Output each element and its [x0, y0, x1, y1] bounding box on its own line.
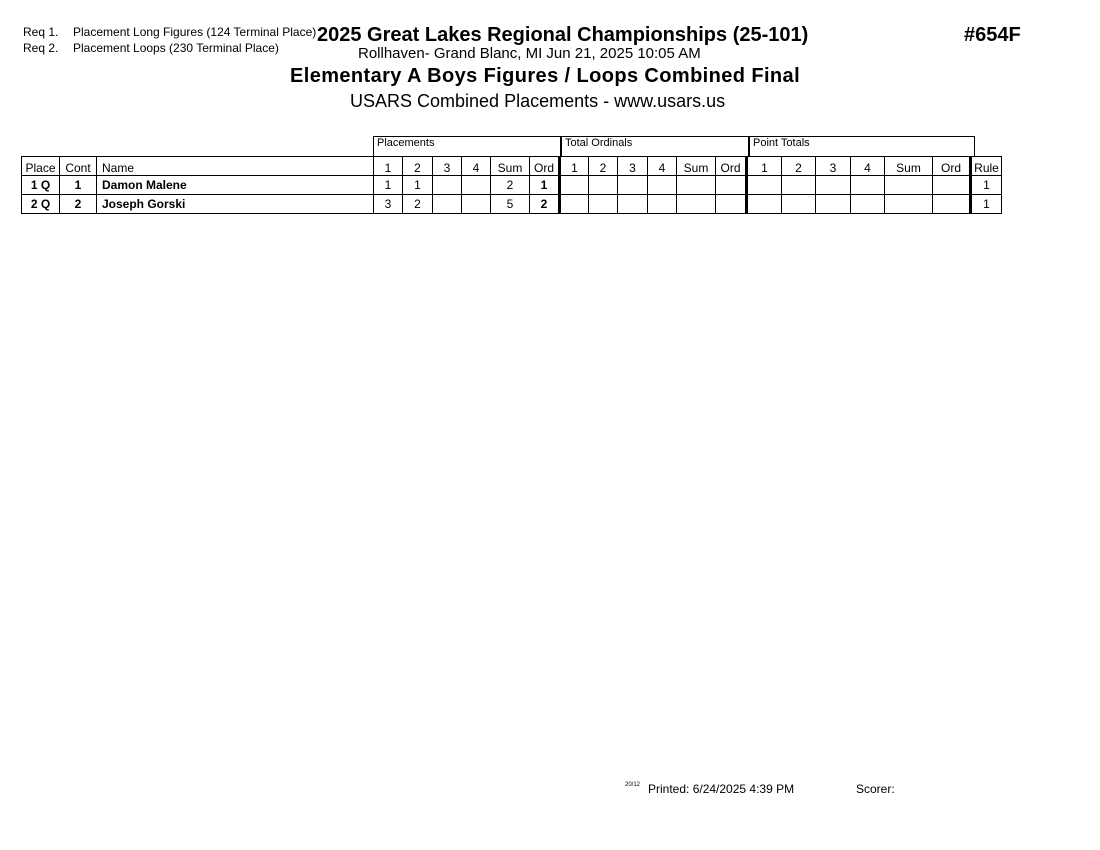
- column-header-points-3: 3: [816, 157, 851, 176]
- placement-2-cell: 1: [403, 176, 433, 195]
- points-ord-cell: [933, 176, 971, 195]
- placements-group-header: Placements: [373, 136, 561, 156]
- points-2-cell: [782, 176, 816, 195]
- points-4-cell: [851, 195, 885, 214]
- placement-sum-cell: 5: [491, 195, 530, 214]
- placement-ord-cell: 2: [530, 195, 560, 214]
- column-header-placement-sum: Sum: [491, 157, 530, 176]
- points-3-cell: [816, 176, 851, 195]
- requirement-2: [23, 41, 279, 55]
- column-header-ordinal-1: 1: [560, 157, 589, 176]
- ordinal-1-cell: [560, 176, 589, 195]
- placement-3-cell: [433, 195, 462, 214]
- column-header-placement-2: 2: [403, 157, 433, 176]
- table-row: [22, 176, 1002, 195]
- cont-cell: 1: [60, 176, 97, 195]
- column-header-ordinal-sum: Sum: [677, 157, 716, 176]
- points-1-cell: [747, 176, 782, 195]
- ordinal-ord-cell: [716, 176, 747, 195]
- ordinal-sum-cell: [677, 195, 716, 214]
- rule-cell: 1: [971, 195, 1002, 214]
- points-ord-cell: [933, 195, 971, 214]
- event-number: #654F: [964, 24, 1021, 46]
- requirement-text: Placement Long Figures (124 Terminal Place): [73, 25, 317, 39]
- column-header-placement-1: 1: [374, 157, 403, 176]
- competition-title: Elementary A Boys Figures / Loops Combined Final: [290, 65, 801, 87]
- ordinal-ord-cell: [716, 195, 747, 214]
- column-header-points-1: 1: [747, 157, 782, 176]
- placement-4-cell: [462, 195, 491, 214]
- page-subtitle: USARS Combined Placements - www.usars.us: [350, 91, 726, 111]
- ordinal-2-cell: [589, 176, 618, 195]
- points-sum-cell: [885, 195, 933, 214]
- column-header-placement-3: 3: [433, 157, 462, 176]
- table-header-row: [22, 157, 1002, 176]
- ordinal-3-cell: [618, 176, 648, 195]
- placement-4-cell: [462, 176, 491, 195]
- column-header-place: Place: [22, 157, 60, 176]
- points-2-cell: [782, 195, 816, 214]
- results-table: [21, 156, 1002, 214]
- ordinal-3-cell: [618, 195, 648, 214]
- skater-name-cell: Damon Malene: [97, 176, 374, 195]
- table-row: [22, 195, 1002, 214]
- rule-cell: 1: [971, 176, 1002, 195]
- column-header-cont: Cont: [60, 157, 97, 176]
- ordinal-4-cell: [648, 176, 677, 195]
- placement-1-cell: 3: [374, 195, 403, 214]
- event-title: 2025 Great Lakes Regional Championships (25-101): [317, 24, 809, 46]
- column-header-name: Name: [97, 157, 374, 176]
- column-header-ordinal-4: 4: [648, 157, 677, 176]
- points-4-cell: [851, 176, 885, 195]
- points-sum-cell: [885, 176, 933, 195]
- ordinal-2-cell: [589, 195, 618, 214]
- requirement-1: [23, 25, 316, 39]
- ordinal-1-cell: [560, 195, 589, 214]
- placement-sum-cell: 2: [491, 176, 530, 195]
- column-header-points-sum: Sum: [885, 157, 933, 176]
- requirement-text: Placement Loops (230 Terminal Place): [73, 41, 279, 55]
- place-cell: 1 Q: [22, 176, 60, 195]
- column-header-points-ord: Ord: [933, 157, 971, 176]
- ordinal-4-cell: [648, 195, 677, 214]
- venue-date: Rollhaven- Grand Blanc, MI Jun 21, 2025 10:05 AM: [358, 45, 701, 62]
- column-header-ordinal-3: 3: [618, 157, 648, 176]
- column-header-ordinal-2: 2: [589, 157, 618, 176]
- placement-2-cell: 2: [403, 195, 433, 214]
- placement-ord-cell: 1: [530, 176, 560, 195]
- printed-timestamp: Printed: 6/24/2025 4:39 PM: [648, 782, 795, 796]
- point-totals-group-header: Point Totals: [749, 136, 975, 156]
- column-header-ordinal-ord: Ord: [716, 157, 747, 176]
- requirement-number: Req 2.: [23, 41, 59, 55]
- cont-cell: 2: [60, 195, 97, 214]
- skater-name-cell: Joseph Gorski: [97, 195, 374, 214]
- points-1-cell: [747, 195, 782, 214]
- ordinal-sum-cell: [677, 176, 716, 195]
- column-header-points-4: 4: [851, 157, 885, 176]
- column-header-points-2: 2: [782, 157, 816, 176]
- place-cell: 2 Q: [22, 195, 60, 214]
- footer-code: 20/12: [625, 782, 641, 788]
- total-ordinals-group-header: Total Ordinals: [561, 136, 749, 156]
- placement-3-cell: [433, 176, 462, 195]
- column-header-placement-ord: Ord: [530, 157, 560, 176]
- column-header-placement-4: 4: [462, 157, 491, 176]
- column-header-rule: Rule: [971, 157, 1002, 176]
- points-3-cell: [816, 195, 851, 214]
- scorer-label: Scorer:: [856, 782, 895, 796]
- placement-1-cell: 1: [374, 176, 403, 195]
- requirement-number: Req 1.: [23, 25, 59, 39]
